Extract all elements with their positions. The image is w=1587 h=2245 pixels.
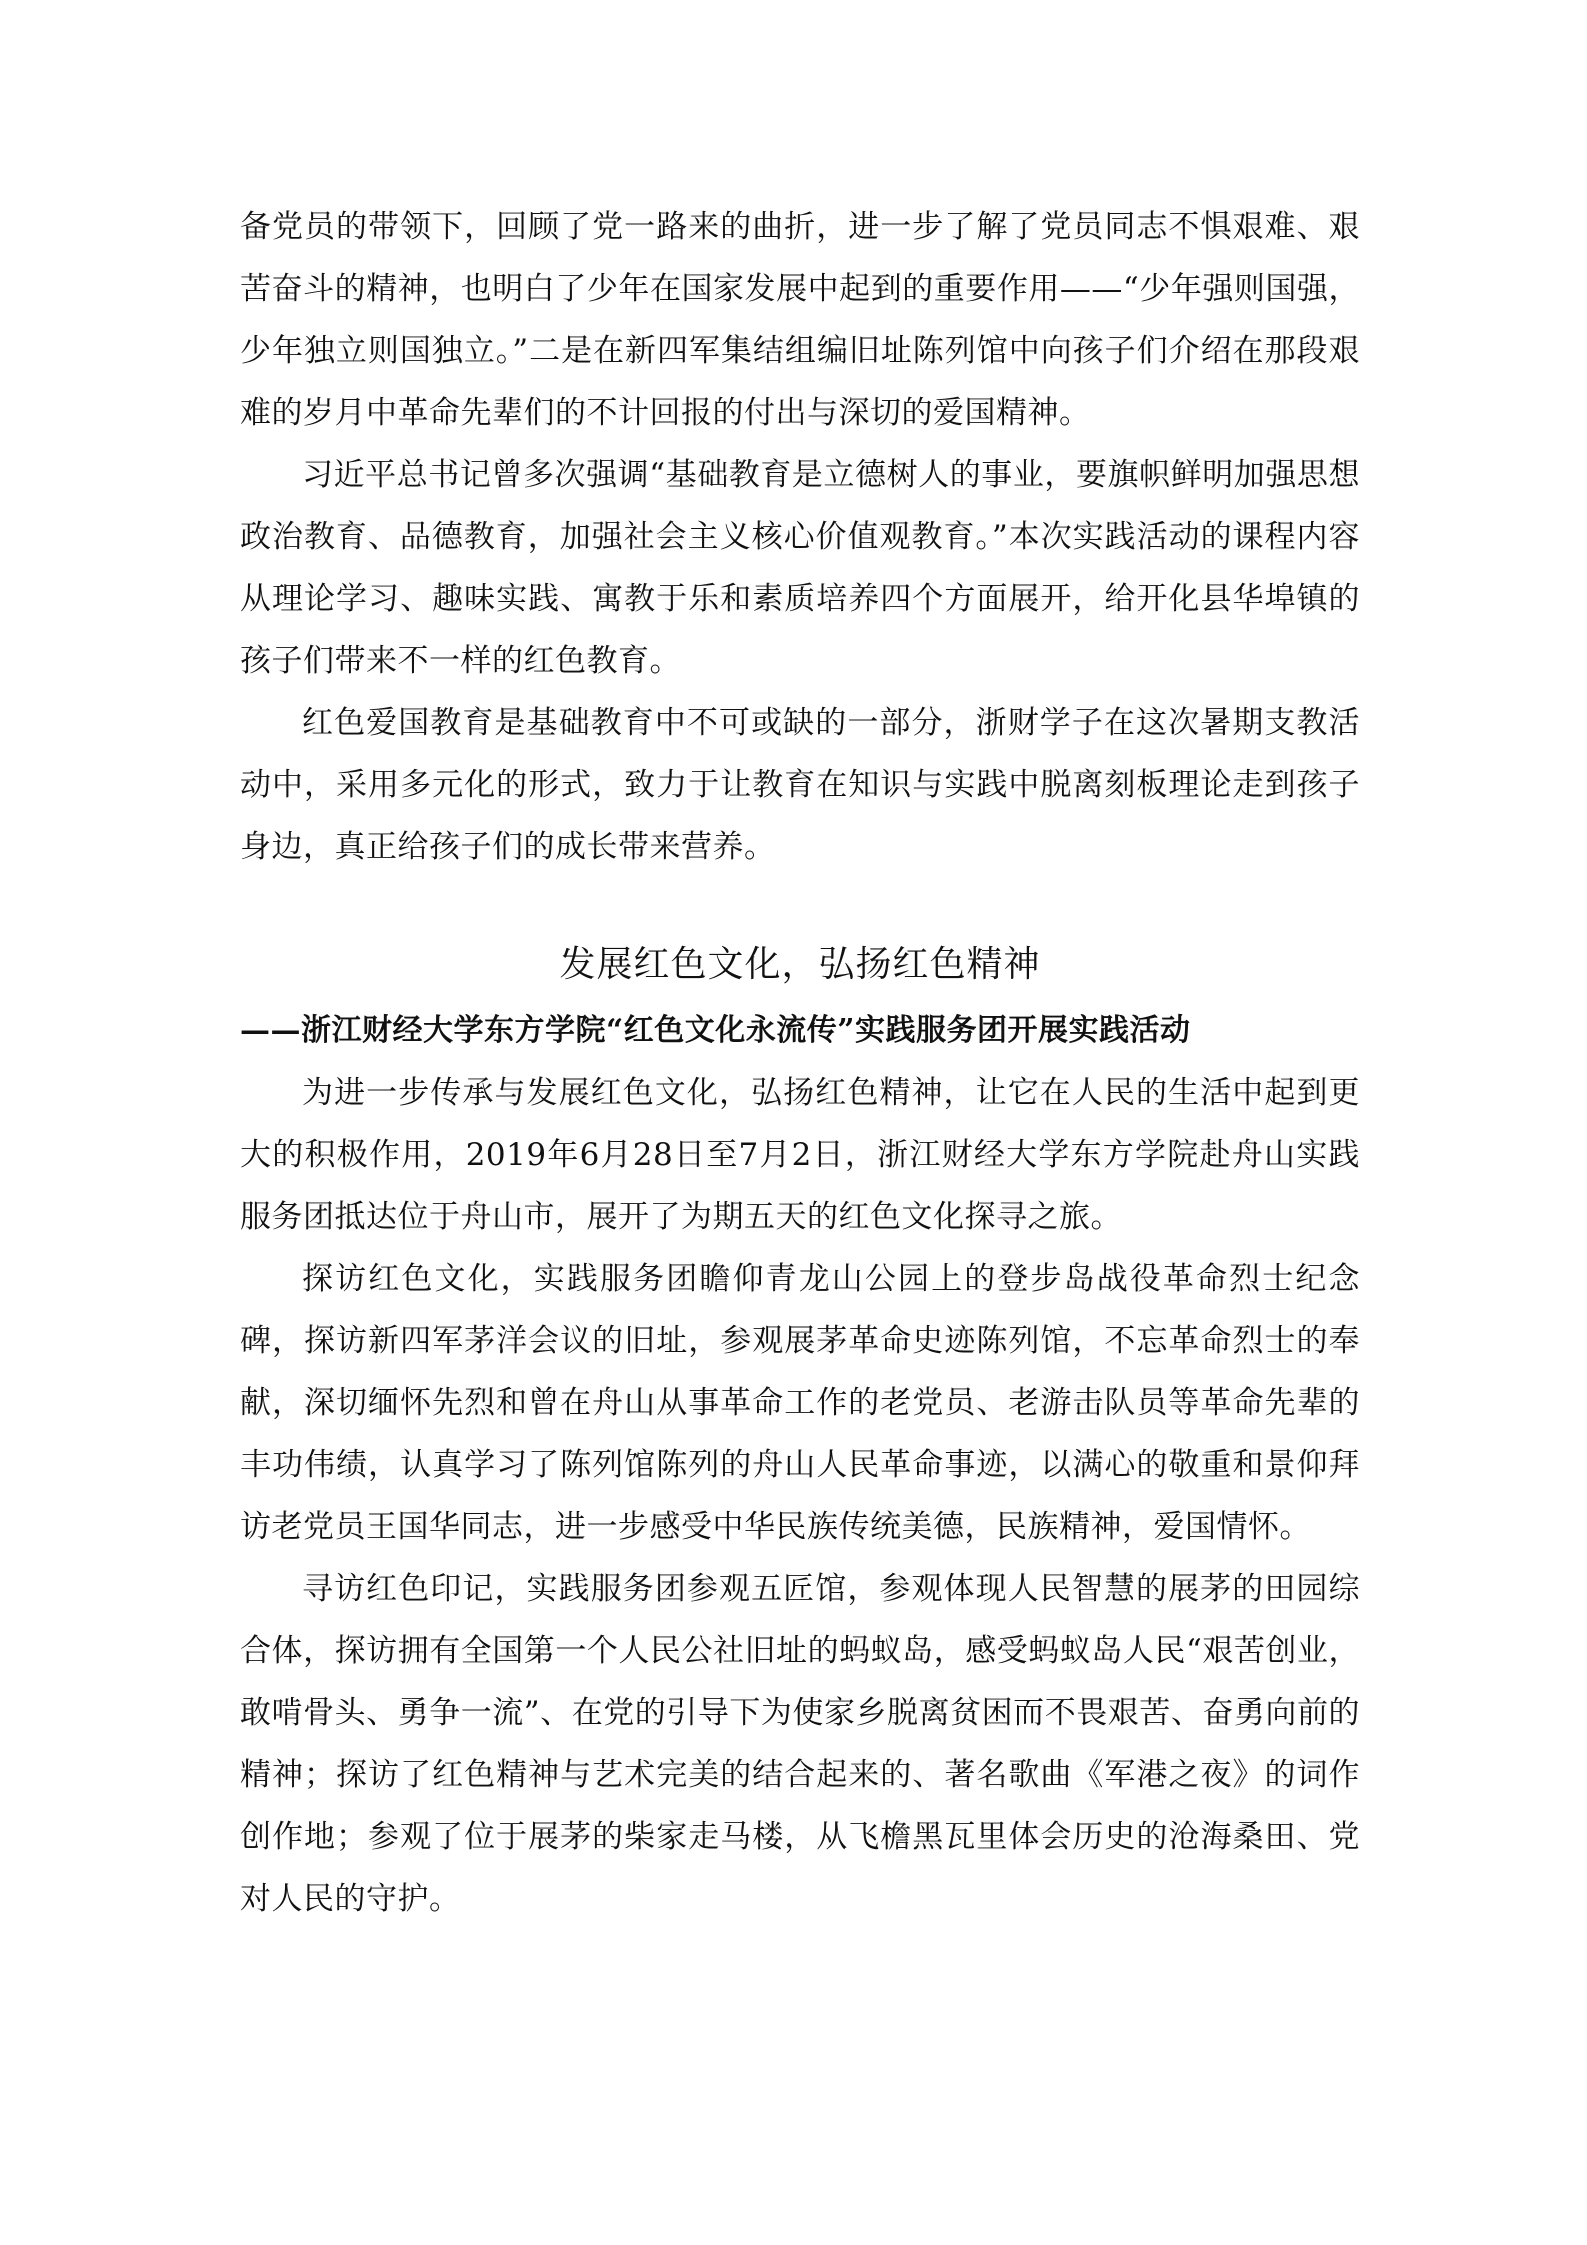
article-subtitle: ——浙江财经大学东方学院“红色文化永流传”实践服务团开展实践活动 xyxy=(240,1013,1191,1048)
paragraph-intro: 为进一步传承与发展红色文化，弘扬红色精神，让它在人民的生活中起到更大的积极作用，2019年6月28日至7月2日，浙江财经大学东方学院赴舟山实践服务团抵达位于舟山市，展开了为期五天的红色文化探寻之旅。 xyxy=(240,1075,1360,1235)
paragraph-red-education: 红色爱国教育是基础教育中不可或缺的一部分，浙财学子在这次暑期支教活动中，采用多元化的形式，致力于让教育在知识与实践中脱离刻板理论走到孩子身边，真正给孩子们的成长带来营养。 xyxy=(240,705,1360,865)
document-body xyxy=(240,196,1360,1930)
paragraph-explore-culture: 探访红色文化，实践服务团瞻仰青龙山公园上的登步岛战役革命烈士纪念碑，探访新四军茅洋会议的旧址，参观展茅革命史迹陈列馆，不忘革命烈士的奉献，深切缅怀先烈和曾在舟山从事革命工作的老党员、老游击队员等革命先辈的丰功伟绩，认真学习了陈列馆陈列的舟山人民革命事迹，以满心的敬重和景仰拜访老党员王国华同志，进一步感受中华民族传统美德，民族精神，爱国情怀。 xyxy=(240,1261,1360,1545)
paragraph-xi-quote: 习近平总书记曾多次强调“基础教育是立德树人的事业，要旗帜鲜明加强思想政治教育、品德教育，加强社会主义核心价值观教育。”本次实践活动的课程内容从理论学习、趣味实践、寓教于乐和素质培养四个方面展开，给开化县华埠镇的孩子们带来不一样的红色教育。 xyxy=(240,457,1360,679)
paragraph-visit-imprint: 寻访红色印记，实践服务团参观五匠馆，参观体现人民智慧的展茅的田园综合体，探访拥有全国第一个人民公社旧址的蚂蚁岛，感受蚂蚁岛人民“艰苦创业，敢啃骨头、勇争一流”、在党的引导下为使家乡脱离贫困而不畏艰苦、奋勇向前的精神；探访了红色精神与艺术完美的结合起来的、著名歌曲《军港之夜》的词作创作地；参观了位于展茅的柴家走马楼，从飞檐黑瓦里体会历史的沧海桑田、党对人民的守护。 xyxy=(240,1571,1360,1917)
paragraph-continued: 备党员的带领下，回顾了党一路来的曲折，进一步了解了党员同志不惧艰难、艰苦奋斗的精神，也明白了少年在国家发展中起到的重要作用——“少年强则国强，少年独立则国独立。”二是在新四军集结组编旧址陈列馆中向孩子们介绍在那段艰难的岁月中革命先辈们的不计回报的付出与深切的爱国精神。 xyxy=(240,209,1360,431)
article-title: 发展红色文化，弘扬红色精神 xyxy=(559,944,1041,985)
